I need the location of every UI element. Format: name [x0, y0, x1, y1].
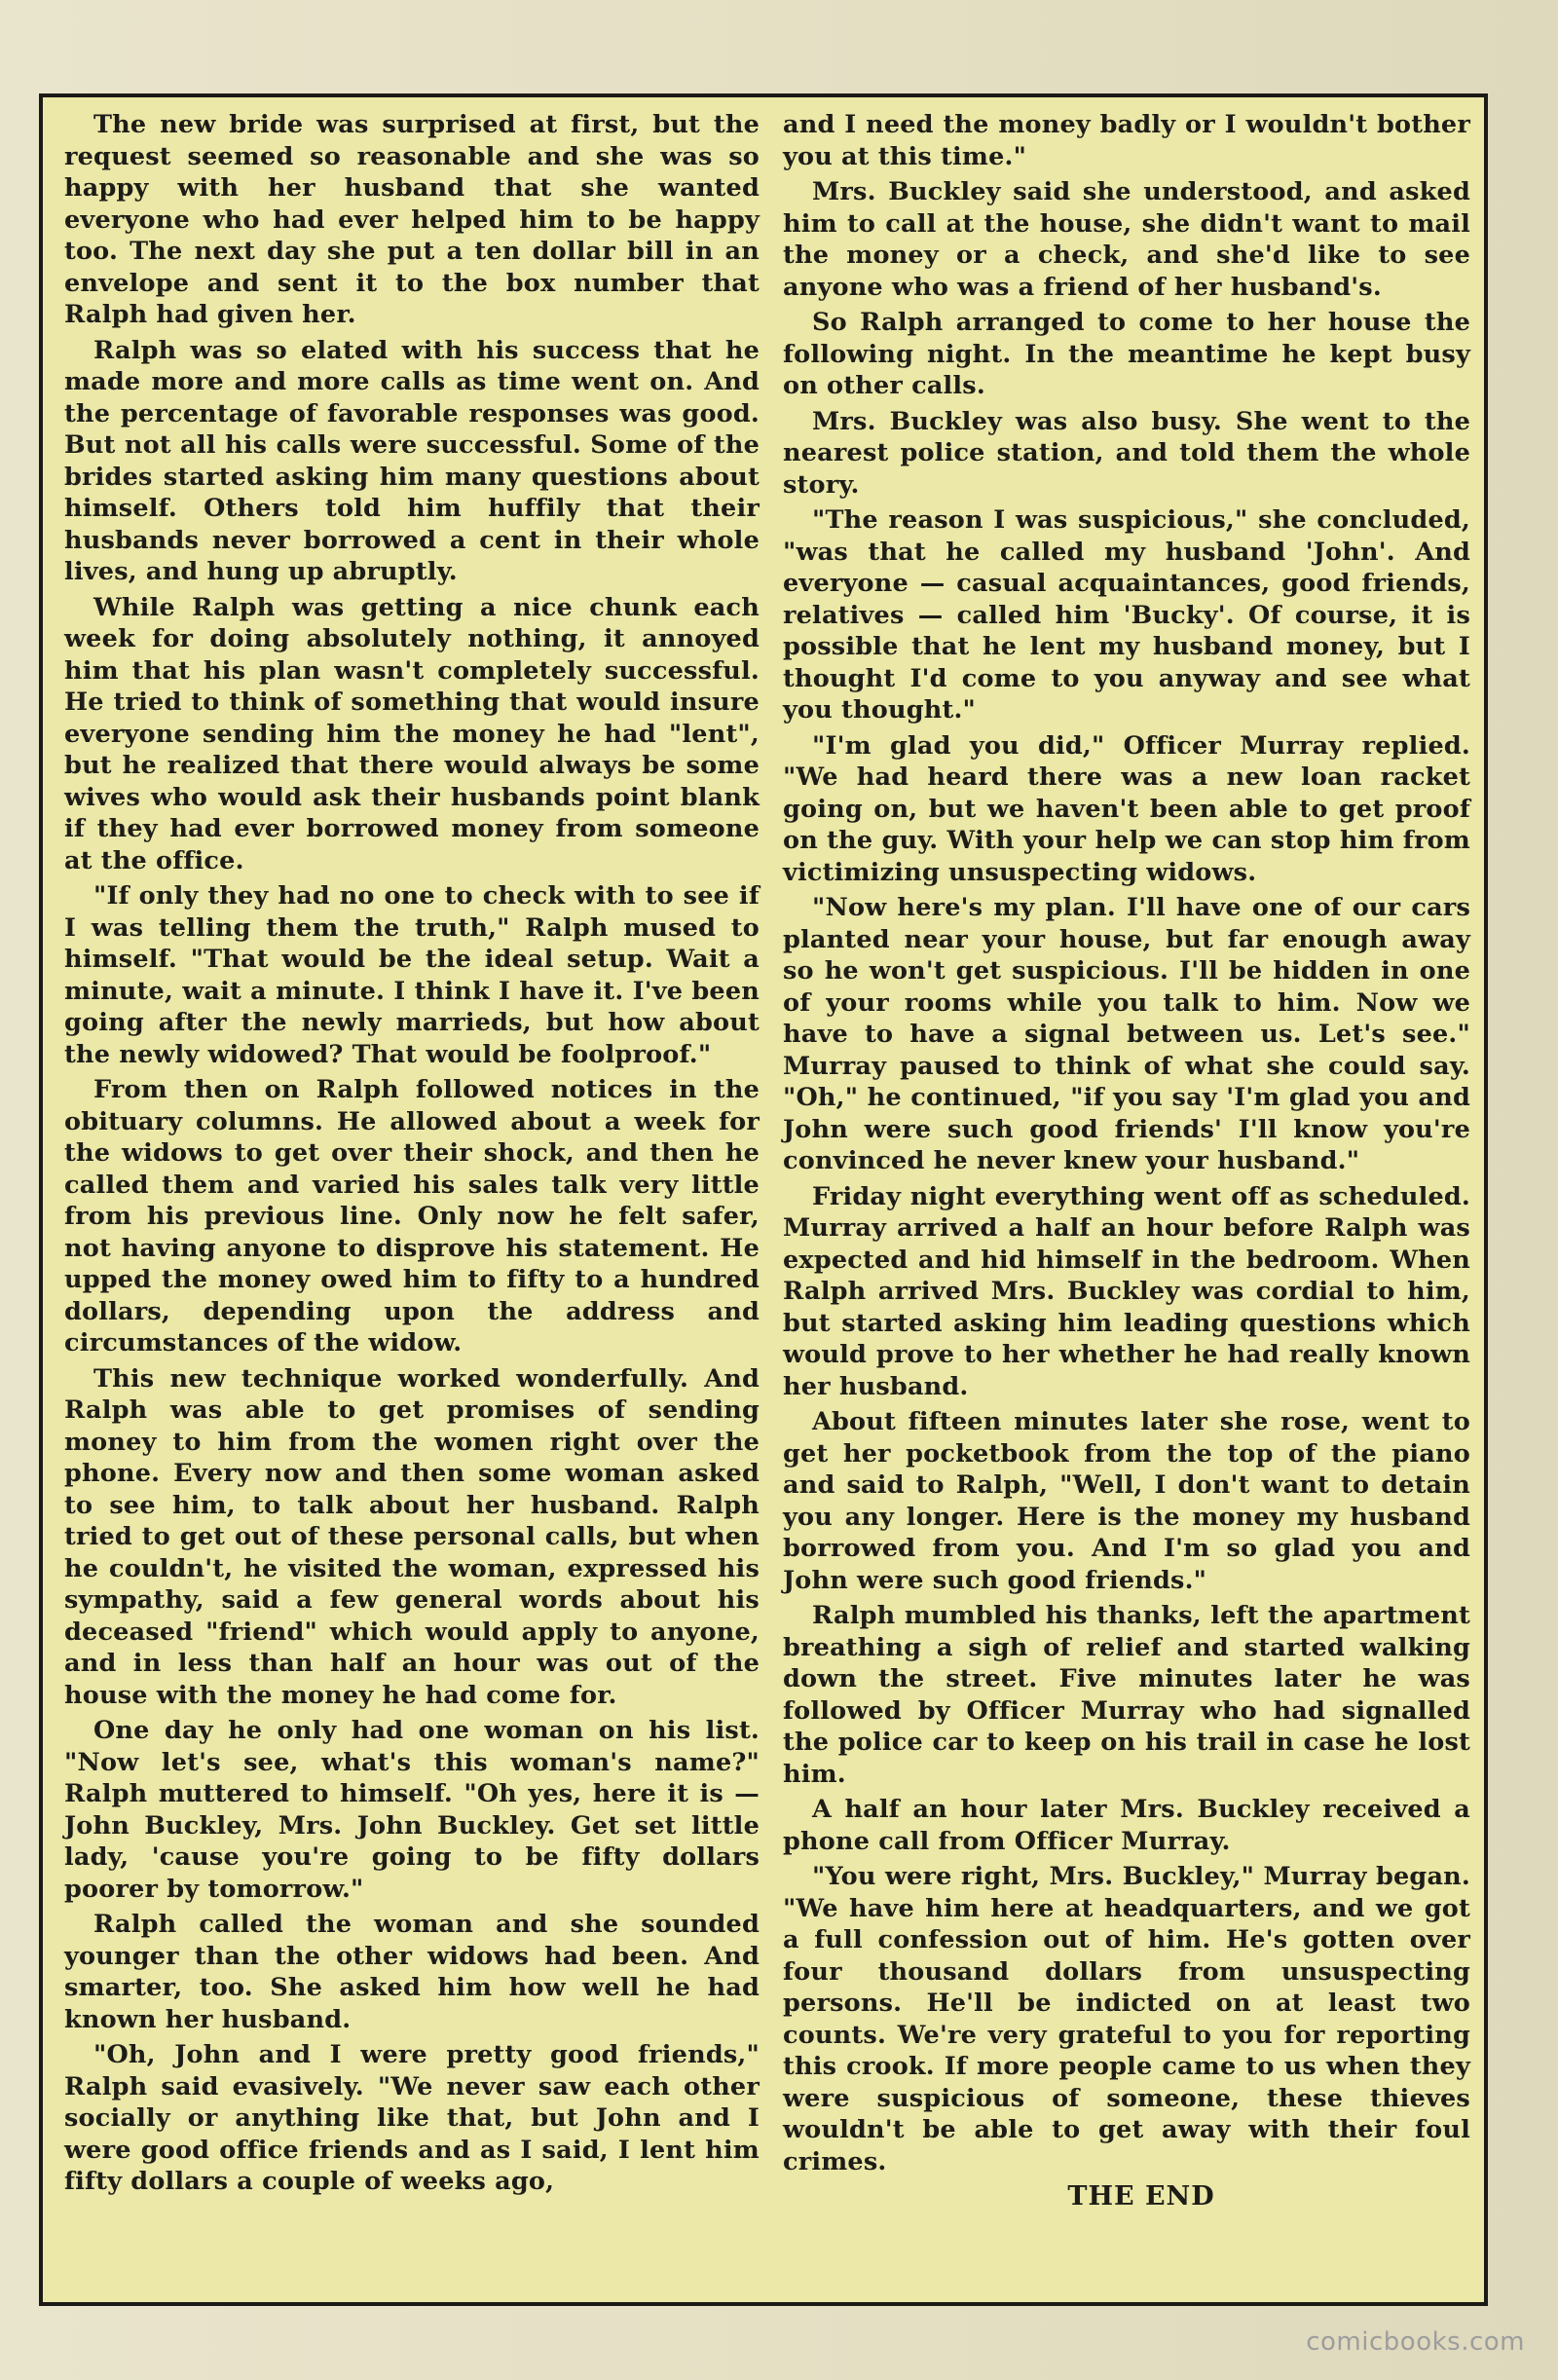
paragraph: About fifteen minutes later she rose, went to get her pocketbook from the top of the piano and said to Ralph, "Well, I don't want to detain you any longer. Here is the money my husband borrowed from you. And I'm so glad you and John were such good friends." — [783, 1407, 1470, 1595]
paragraph: "If only they had no one to check with to see if I was telling them the truth," Ralph mused to himself. "That would be the ideal setup. Wait a minute, wait a minute. I think I have it. I've been going after the newly marrieds, but how about the newly widowed? That would be foolproof." — [64, 881, 760, 1069]
watermark: comicbooks.com — [1306, 2327, 1525, 2357]
paragraph: "I'm glad you did," Officer Murray replied. "We had heard there was a new loan racket going on, but we haven't been able to get proof on the guy. With your help we can stop him from victimizing unsuspecting widows. — [783, 730, 1470, 887]
the-end-label: THE END — [1067, 2181, 1215, 2212]
text-story-panel — [39, 93, 1488, 2306]
paragraph: This new technique worked wonderfully. And Ralph was able to get promises of sending money to him from the women right over the phone. Every now and then some woman asked to see him, to talk about her husband. Ralph tried to get out of these personal calls, but when he couldn't, he visited the woman, expressed his sympathy, said a few general words about his deceased "friend" which would apply to anyone, and in less than half an hour was out of the house with the money he had come for. — [64, 1363, 760, 1710]
paragraph: Ralph was so elated with his success that he made more and more calls as time went on. And the percentage of favorable responses was good. But not all his calls were successful. Some of the brides started asking him many questions about himself. Others told him huffily that their husbands never borrowed a cent in their whole lives, and hung up abruptly. — [64, 335, 760, 586]
paragraph: While Ralph was getting a nice chunk each week for doing absolutely nothing, it annoyed him that his plan wasn't completely successful. He tried to think of something that would insure everyone sending him the money he had "lent", but he realized that there would always be some wives who would ask their husbands point blank if they had ever borrowed money from someone at the office. — [64, 592, 760, 875]
paragraph: A half an hour later Mrs. Buckley received a phone call from Officer Murray. — [783, 1795, 1470, 1856]
paragraph: The new bride was surprised at first, but the request seemed so reasonable and she was so happy with her husband that she wanted everyone who had ever helped him to be happy too. The next day she put a ten dollar bill in an envelope and sent it to the box number that Ralph had given her. — [64, 110, 760, 329]
paragraph-continuation: and I need the money badly or I wouldn't bother you at this time." — [783, 110, 1470, 171]
paragraph: Ralph called the woman and she sounded younger than the other widows had been. And smarter, too. She asked him how well he had known her husband. — [64, 1910, 760, 2034]
paragraph: "The reason I was suspicious," she concluded, "was that he called my husband 'John'. And everyone — casual acquaintances, good friends, relatives — called him 'Bucky'. Of course, it is possible that he lent my husband money, but I thought I'd come to you anyway and see what you thought." — [783, 505, 1470, 725]
right-column — [783, 109, 1470, 2287]
paragraph: "You were right, Mrs. Buckley," Murray began. "We have him here at headquarters, and we got a full confession out of him. He's gotten over four thousand dollars from unsuspecting persons. He'll be indicted on at least two counts. We're very grateful to you for reporting this crook. If more people came to us when they were suspicious of someone, these thieves wouldn't be able to get away with their foul crimes. — [783, 1862, 1470, 2176]
paragraph: Friday night everything went off as scheduled. Murray arrived a half an hour before Ralph was expected and hid himself in the bedroom. When Ralph arrived Mrs. Buckley was cordial to him, but started asking him leading questions which would prove to her whether he had really known her husband. — [783, 1181, 1470, 1401]
left-column — [64, 109, 760, 2287]
paragraph: One day he only had one woman on his list. "Now let's see, what's this woman's name?" Ralph muttered to himself. "Oh yes, here it is — John Buckley, Mrs. John Buckley. Get set little lady, 'cause you're going to be fifty dollars poorer by tomorrow." — [64, 1716, 760, 1904]
paragraph: "Oh, John and I were pretty good friends," Ralph said evasively. "We never saw each other socially or anything like that, but John and I were good office friends and as I said, I lent him fifty dollars a couple of weeks ago, — [64, 2040, 760, 2196]
paragraph: Mrs. Buckley said she understood, and asked him to call at the house, she didn't want to mail the money or a check, and she'd like to see anyone who was a friend of her husband's. — [783, 177, 1470, 302]
paragraph: Mrs. Buckley was also busy. She went to the nearest police station, and told them the whole story. — [783, 406, 1470, 500]
paragraph: So Ralph arranged to come to her house the following night. In the meantime he kept busy on other calls. — [783, 308, 1470, 400]
paragraph: From then on Ralph followed notices in the obituary columns. He allowed about a week for the widows to get over their shock, and then he called them and varied his sales talk very little from his previous line. Only now he felt safer, not having anyone to disprove his statement. He upped the money owed him to fifty to a hundred dollars, depending upon the address and circumstances of the widow. — [64, 1075, 760, 1357]
paragraph: Ralph mumbled his thanks, left the apartment breathing a sigh of relief and started walking down the street. Five minutes later he was followed by Officer Murray who had signalled the police car to keep on his trail in case he lost him. — [783, 1601, 1470, 1789]
paragraph: "Now here's my plan. I'll have one of our cars planted near your house, but far enough away so he won't get suspicious. I'll be hidden in one of your rooms while you talk to him. Now we have to have a signal between us. Let's see." Murray paused to think of what she could say. "Oh," he continued, "if you say 'I'm glad you and John were such good friends' I'll know you're convinced he never knew your husband." — [783, 893, 1470, 1175]
